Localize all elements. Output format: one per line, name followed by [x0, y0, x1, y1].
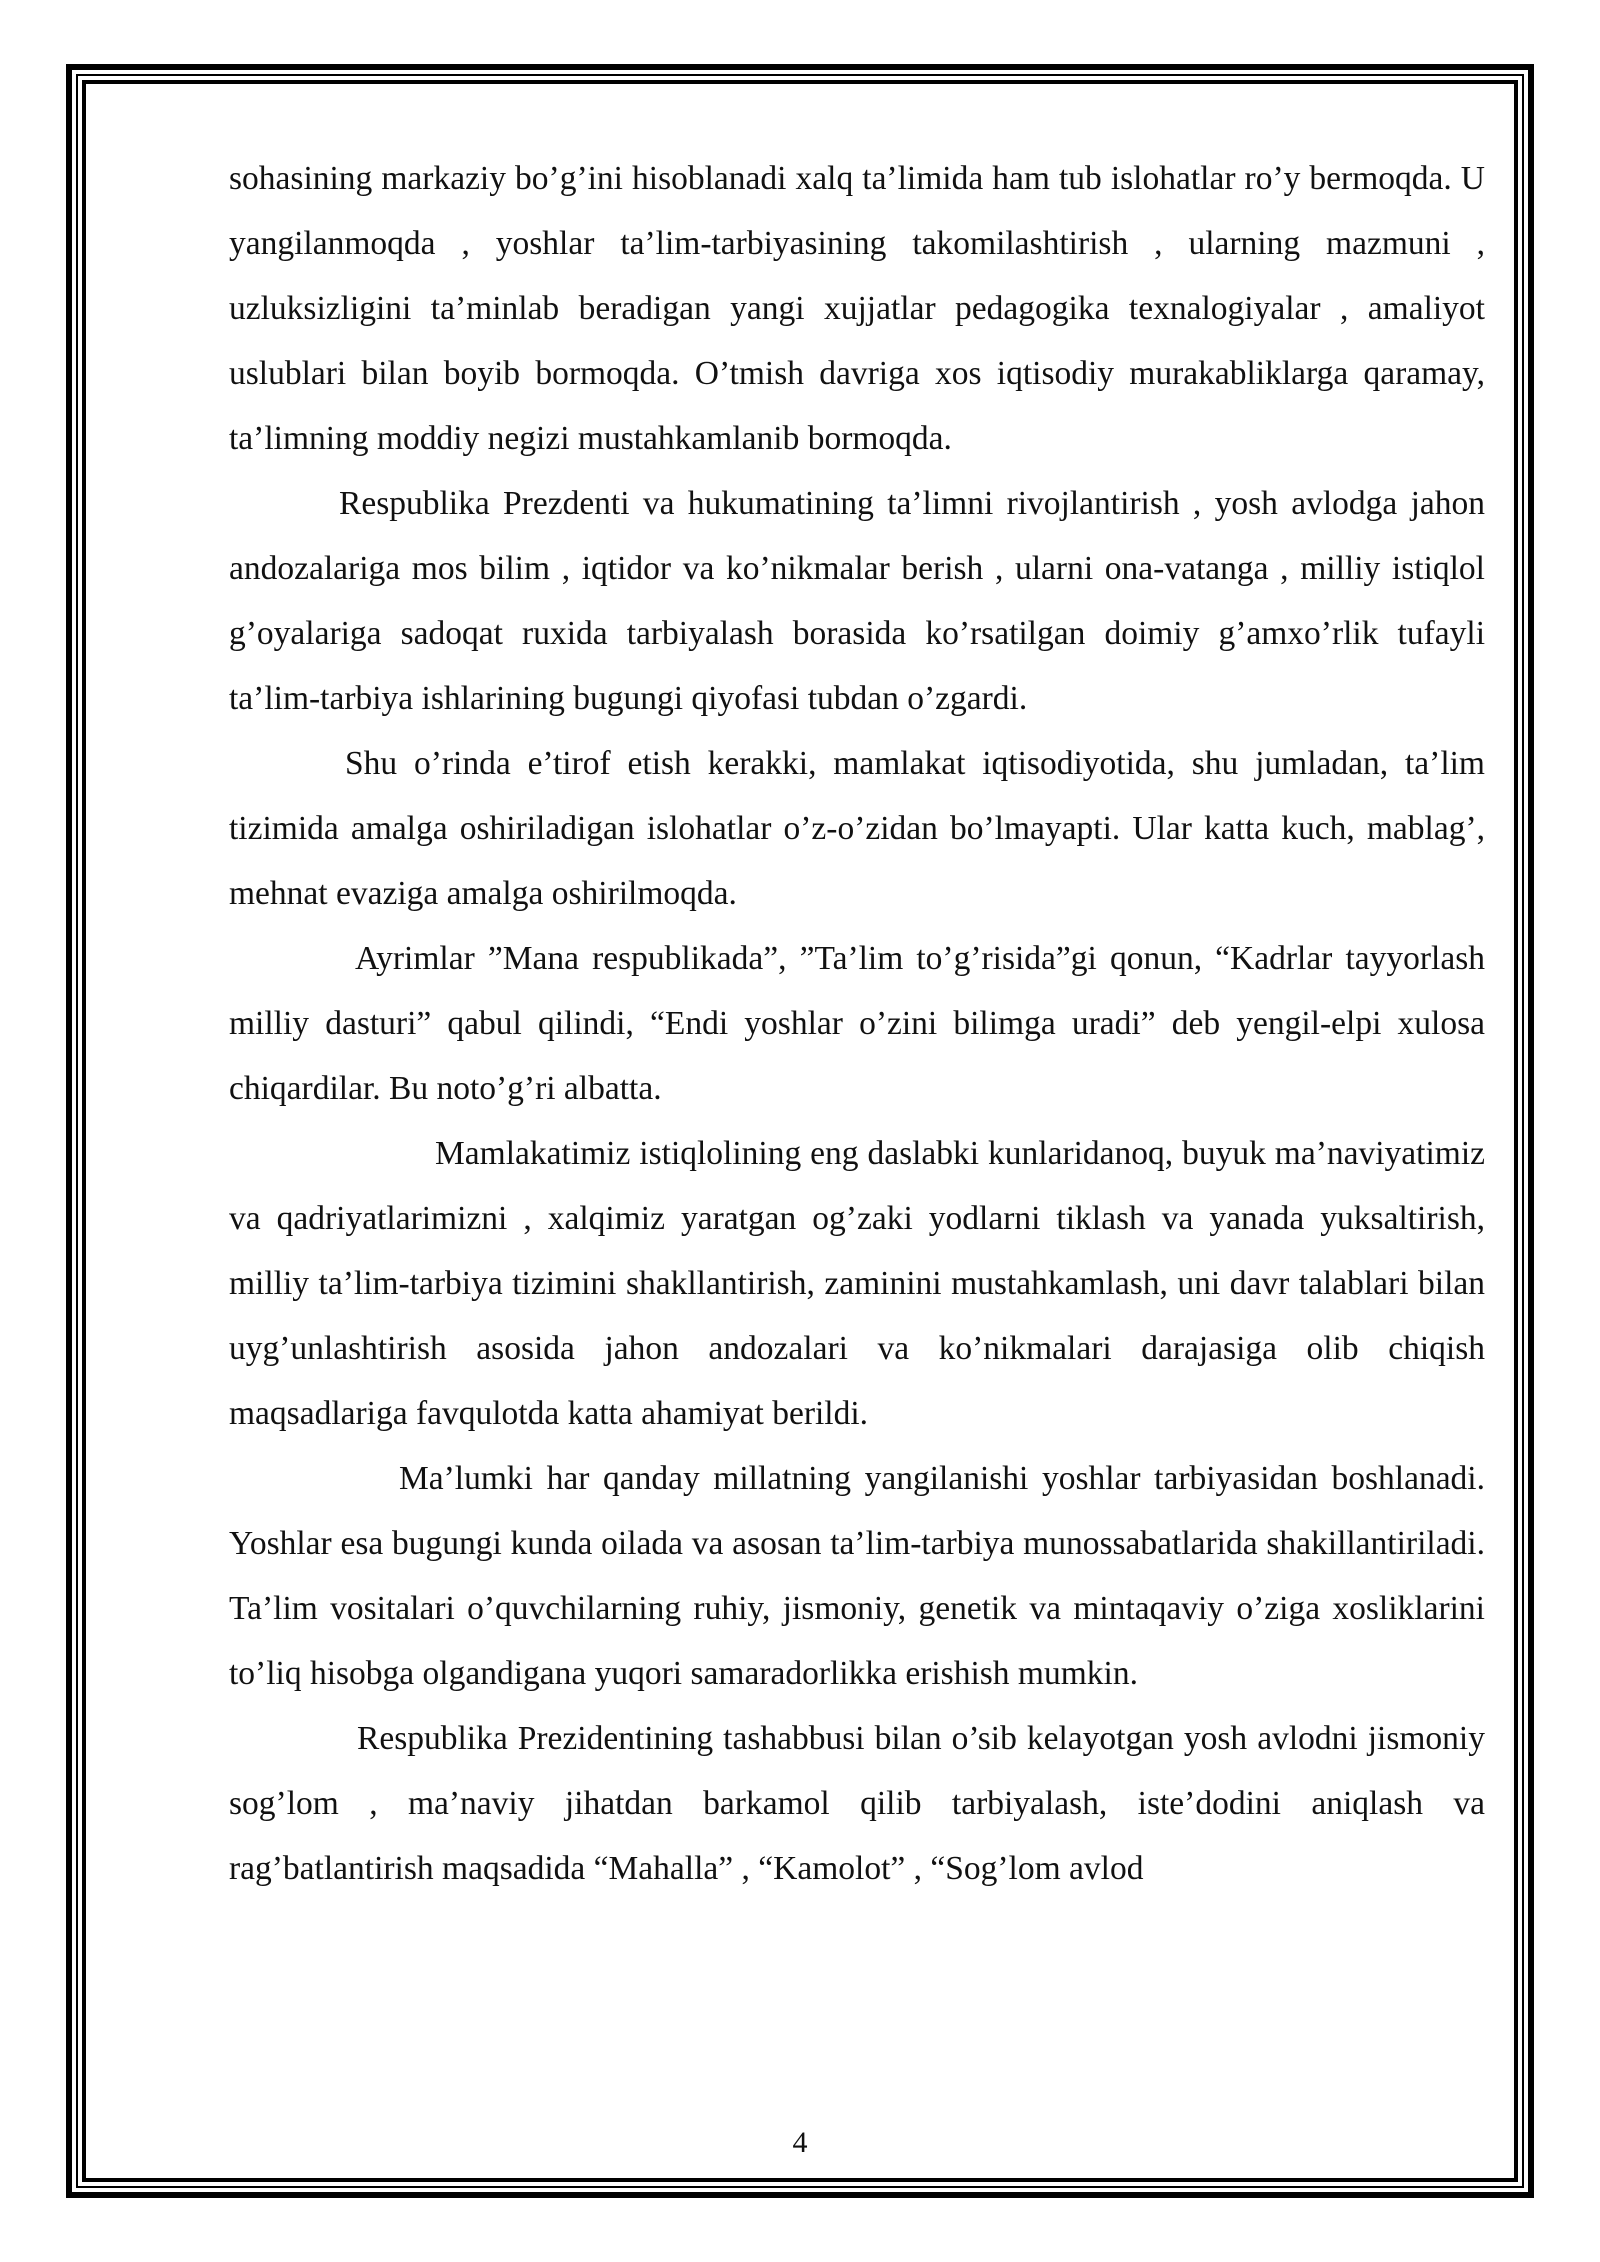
paragraph-3: Shu o’rinda e’tirof etish kerakki, mamlakat iqtisodiyotida, shu jumladan, ta’lim tizimida amalga oshiriladigan islohatlar o’z-o’zidan bo’lmayapti. Ular katta kuch, mablag’, mehnat evaziga amalga oshirilmoqda. [229, 745, 1485, 912]
paragraph-2: Respublika Prezdenti va hukumatining ta’limni rivojlantirish , yosh avlodga jahon andozalariga mos bilim , iqtidor va ko’nikmalar berish , ularni ona-vatanga , milliy istiqlol g’oyalariga sadoqat ruxida tarbiyalash borasida ko’rsatilgan doimiy g’amxo’rlik tufayli ta’lim-tarbiya ishlarining bugungi qiyofasi tubdan o’zgardi. [229, 485, 1485, 717]
page-number: 4 [792, 2126, 808, 2159]
paragraph-6: Ma’lumki har qanday millatning yangilanishi yoshlar tarbiyasidan boshlanadi. Yoshlar esa bugungi kunda oilada va asosan ta’lim-tarbiya munossabatlarida shakillantiriladi. Ta’lim vositalari o’quvchilarning ruhiy, jismoniy, genetik va mintaqaviy o’ziga xosliklarini to’liq hisobga olgandigana yuqori samaradorlikka erishish mumkin. [229, 1460, 1485, 1692]
paragraph-5: Mamlakatimiz istiqlolining eng daslabki kunlaridanoq, buyuk ma’naviyatimiz va qadriyatlarimizni , xalqimiz yaratgan og’zaki yodlarni tiklash va yanada yuksaltirish, milliy ta’lim-tarbiya tizimini shakllantirish, zaminini mustahkamlash, uni davr talablari bilan uyg’unlashtirish asosida jahon andozalari va ko’nikmalari darajasiga olib chiqish maqsadlariga favqulotda katta ahamiyat berildi. [229, 1135, 1485, 1432]
paragraph-4: Ayrimlar ”Mana respublikada”, ”Ta’lim to’g’risida”gi qonun, “Kadrlar tayyorlash milliy dasturi” qabul qilindi, “Endi yoshlar o’zini bilimga uradi” deb yengil-elpi xulosa chiqardilar. Bu noto’g’ri albatta. [229, 940, 1485, 1107]
paragraph-7: Respublika Prezidentining tashabbusi bilan o’sib kelayotgan yosh avlodni jismoniy sog’lom , ma’naviy jihatdan barkamol qilib tarbiyalash, iste’dodini aniqlash va rag’batlantirish maqsadida “Mahalla” , “Kamolot” , “Sog’lom avlod [229, 1720, 1485, 1887]
document-body [229, 146, 1485, 1901]
paragraph-1: sohasining markaziy bo’g’ini hisoblanadi xalq ta’limida ham tub islohatlar ro’y bermoqda. U yangilanmoqda , yoshlar ta’lim-tarbiyasining takomilashtirish , ularning mazmuni , uzluksizligini ta’minlab beradigan yangi xujjatlar pedagogika texnalogiyalar , amaliyot uslublari bilan boyib bormoqda. O’tmish davriga xos iqtisodiy murakabliklarga qaramay, ta’limning moddiy negizi mustahkamlanib bormoqda. [229, 160, 1485, 457]
